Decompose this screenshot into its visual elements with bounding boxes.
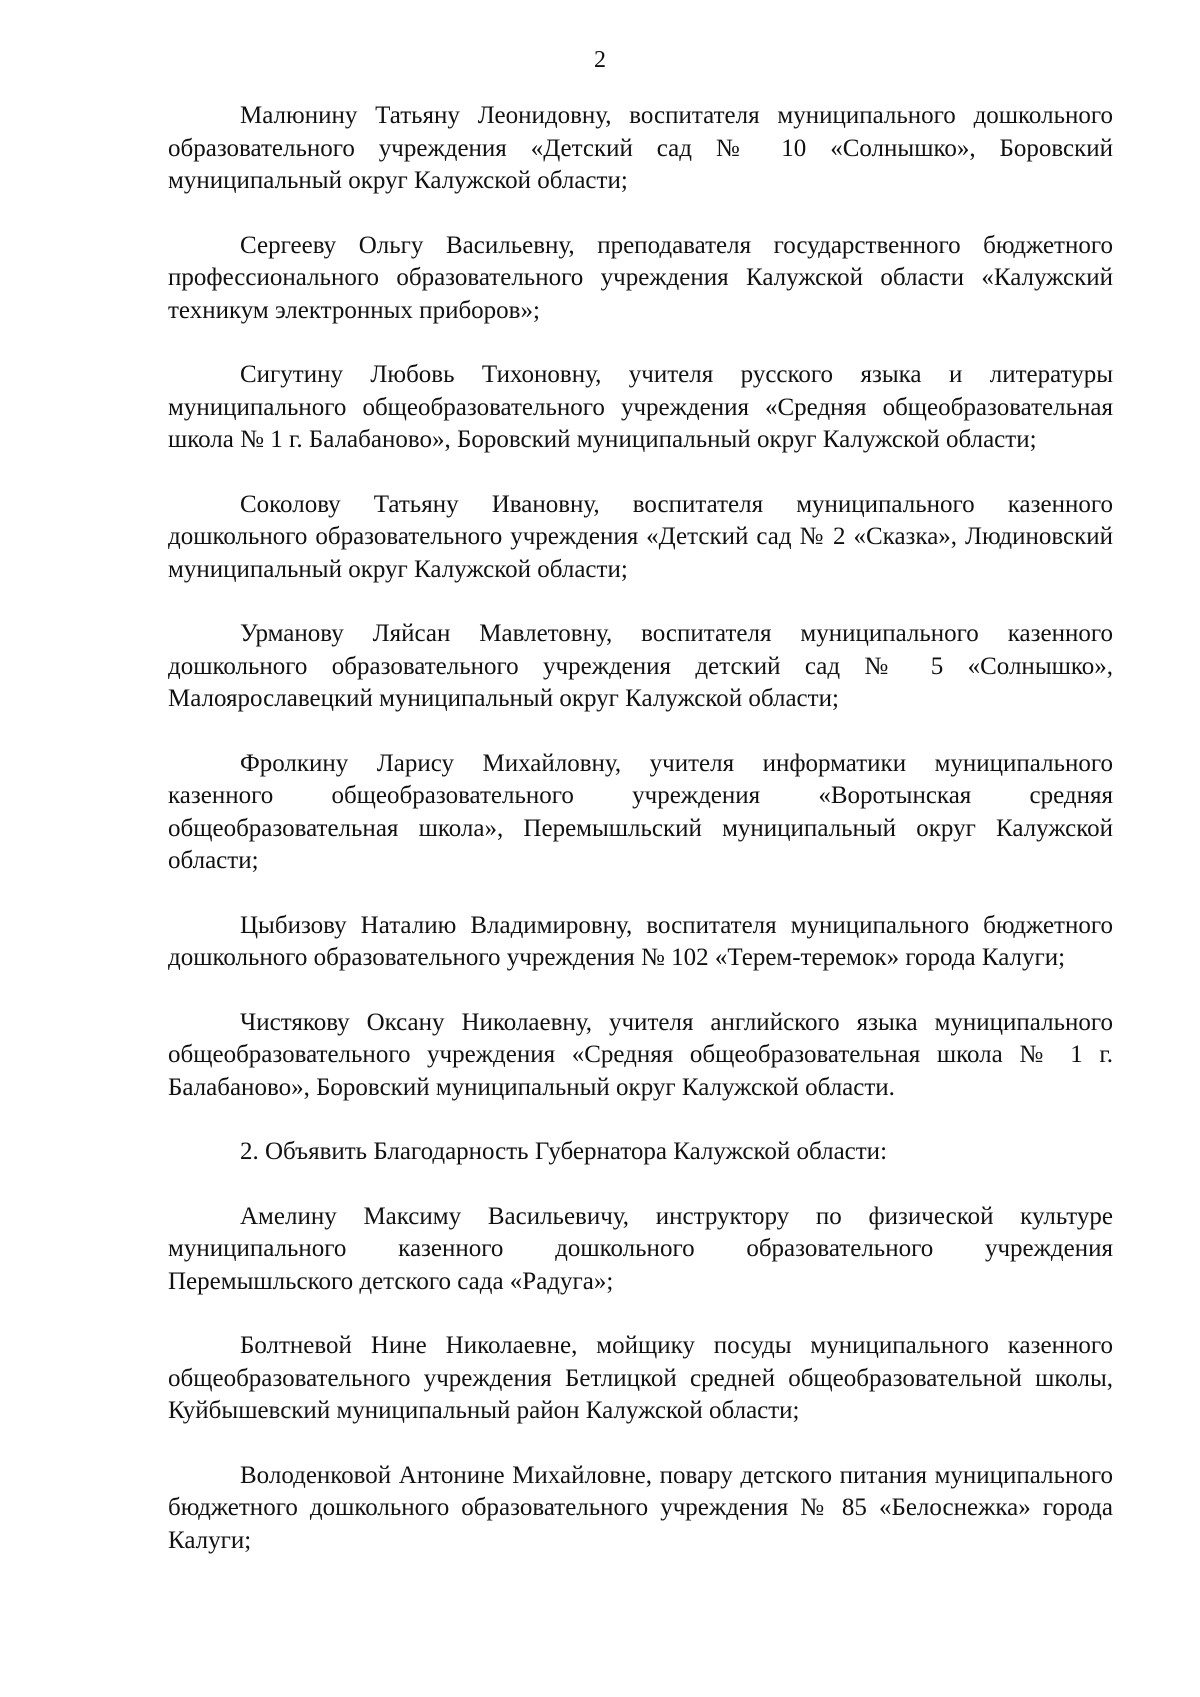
paragraph: Сергееву Ольгу Васильевну, преподавателя государственного бюджетного профессионального образовательного учреждения Калужской области «Калужский техникум электронных приборов»;	[168, 231, 1113, 324]
section-heading-paragraph: 2. Объявить Благодарность Губернатора Калужской области:	[240, 1138, 888, 1165]
paragraph: Урманову Ляйсан Мавлетовну, воспитателя муниципального казенного дошкольного образовательного учреждения детский сад № 5 «Солнышко», Малоярославецкий муниципальный округ Калужской области;	[168, 620, 1113, 712]
paragraph: Фролкину Ларису Михайловну, учителя информатики муниципального казенного общеобразовательного учреждения «Воротынская средняя общеобразовательная школа», Перемышльский муниципальный округ Калужской области;	[168, 749, 1113, 874]
paragraph: Володенковой Антонине Михайловне, повару детского питания муниципального бюджетного дошкольного образовательного учреждения № 85 «Белоснежка» города Калуги;	[168, 1461, 1113, 1554]
paragraph: Малюнину Татьяну Леонидовну, воспитателя муниципального дошкольного образовательного учреждения «Детский сад № 10 «Солнышко», Боровский муниципальный округ Калужской области;	[168, 102, 1113, 194]
paragraph: Цыбизову Наталию Владимировну, воспитателя муниципального бюджетного дошкольного образовательного учреждения № 102 «Терем-теремок» города Калуги;	[168, 911, 1113, 971]
paragraph: Чистякову Оксану Николаевну, учителя английского языка муниципального общеобразовательного учреждения «Средняя общеобразовательная школа № 1 г. Балабаново», Боровский муниципальный округ Калужской области.	[168, 1008, 1113, 1101]
paragraph: Сигутину Любовь Тихоновну, учителя русского языка и литературы муниципального общеобразовательного учреждения «Средняя общеобразовательная школа № 1 г. Балабаново», Боровский муниципальный округ Калужской области;	[168, 361, 1113, 453]
paragraph: Болтневой Нине Николаевне, мойщику посуды муниципального казенного общеобразовательного учреждения Бетлицкой средней общеобразовательной школы, Куйбышевский муниципальный район Калужской области;	[168, 1332, 1113, 1424]
document-body	[168, 100, 1113, 1589]
paragraph: Соколову Татьяну Ивановну, воспитателя муниципального казенного дошкольного образовательного учреждения «Детский сад № 2 «Сказка», Людиновский муниципальный округ Калужской области;	[168, 490, 1113, 583]
page-number: 2	[594, 47, 606, 73]
paragraph: Амелину Максиму Васильевичу, инструктору по физической культуре муниципального казенного дошкольного образовательного учреждения Перемышльского детского сада «Радуга»;	[168, 1202, 1113, 1295]
